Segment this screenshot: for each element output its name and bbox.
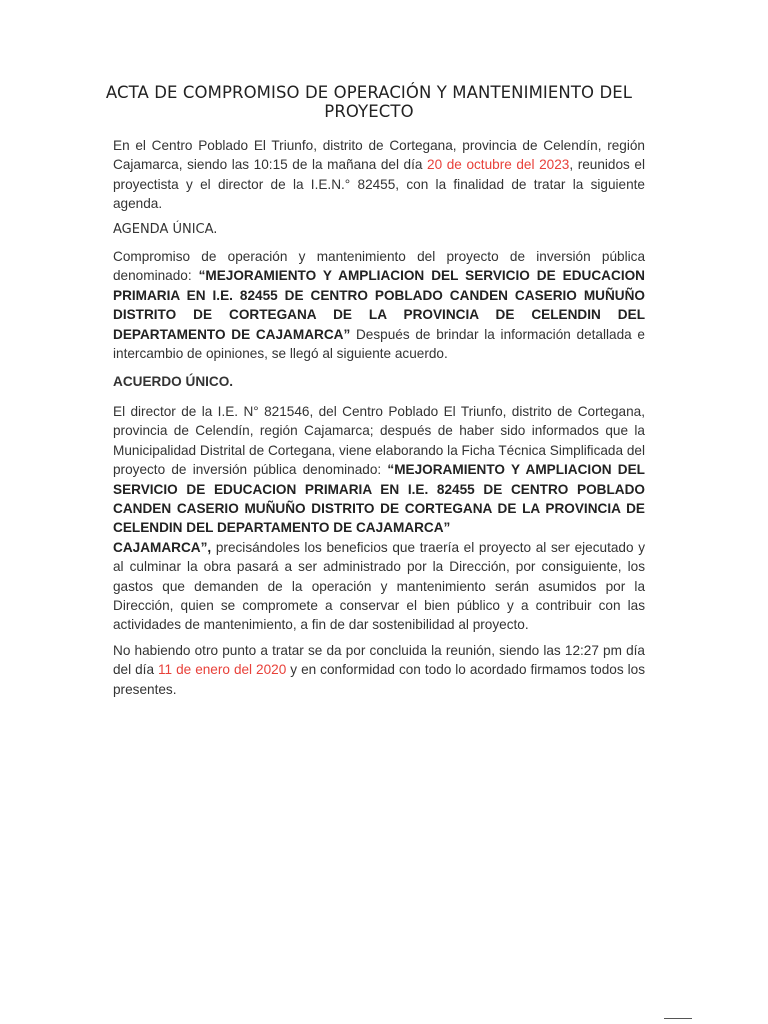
acuerdo-heading: ACUERDO ÚNICO. xyxy=(113,374,234,390)
meeting-date: 20 de octubre del 2023 xyxy=(427,157,570,173)
document-body xyxy=(113,136,645,699)
opening-text-end: , reunidos el proyectista y el director de la I.E.N.° 82455, con la finalidad de tratar la siguiente agenda. xyxy=(113,157,646,212)
opening-text: En el Centro Poblado El Triunfo, distrito de Cortegana, provincia de Celendín, región Cajamarca, siendo las 10:15 de la mañana del día xyxy=(113,138,645,173)
acuerdo-text: El director de la I.E. N° 821546, del Centro Poblado El Triunfo, distrito de Cortegana, provincia de Celendín, región Cajamarca; después de haber sido informados que la Municipalidad Distrital de Cortegana, viene elaborando la Ficha Técnica Simplificada del proyecto de inversión pública denominado: xyxy=(113,403,645,478)
opening-paragraph xyxy=(113,136,645,214)
acuerdo-paragraph xyxy=(113,402,645,635)
project-name-tail: CAJAMARCA”, xyxy=(113,539,212,555)
agenda-heading: AGENDA ÚNICA. xyxy=(113,221,218,237)
agenda-text: Compromiso de operación y mantenimiento del proyecto de inversión pública denominado: xyxy=(113,249,645,284)
closing-text-end: y en conformidad con todo lo acordado firmamos todos los presentes. xyxy=(113,662,645,697)
footer-divider xyxy=(664,1018,692,1019)
closing-paragraph xyxy=(113,641,645,699)
acuerdo-text-end: precisándoles los beneficios que traería el proyecto al ser ejecutado y al culminar la obra pasará a ser administrado por la Dirección, por consiguiente, los gastos que demanden de la operación y mantenimiento serán asumidos por la Dirección, quien se compromete a conservar el bien público y a contribuir con las actividades de mantenimiento, a fin de dar sostenibilidad al proyecto. xyxy=(113,539,645,633)
agenda-paragraph xyxy=(113,247,645,363)
project-name-repeat: “MEJORAMIENTO Y AMPLIACION DEL SERVICIO DE EDUCACION PRIMARIA EN I.E. 82455 DE CENTRO POBLADO CANDEN CASERIO MUÑUÑO DISTRITO DE CORTEGANA DE LA PROVINCIA DE CELENDIN DEL DEPARTAMENTO DE CAJAMARCA” xyxy=(113,462,645,536)
document-title: ACTA DE COMPROMISO DE OPERACIÓN Y MANTENIMIENTO DEL PROYECTO xyxy=(105,83,633,121)
closing-text: No habiendo otro punto a tratar se da por concluida la reunión, siendo las 12:27 pm día del día xyxy=(113,642,645,678)
project-name: “MEJORAMIENTO Y AMPLIACION DEL SERVICIO DE EDUCACION PRIMARIA EN I.E. 82455 DE CENTRO POBLADO CANDEN CASERIO MUÑUÑO DISTRITO DE CORTEGANA DE LA PROVINCIA DE CELENDIN DEL DEPARTAMENTO DE CAJAMARCA” xyxy=(113,268,645,342)
closing-date: 11 de enero del 2020 xyxy=(158,662,287,678)
agenda-text-end: Después de brindar la información detallada e intercambio de opiniones, se llegó al siguiente acuerdo. xyxy=(113,326,645,362)
